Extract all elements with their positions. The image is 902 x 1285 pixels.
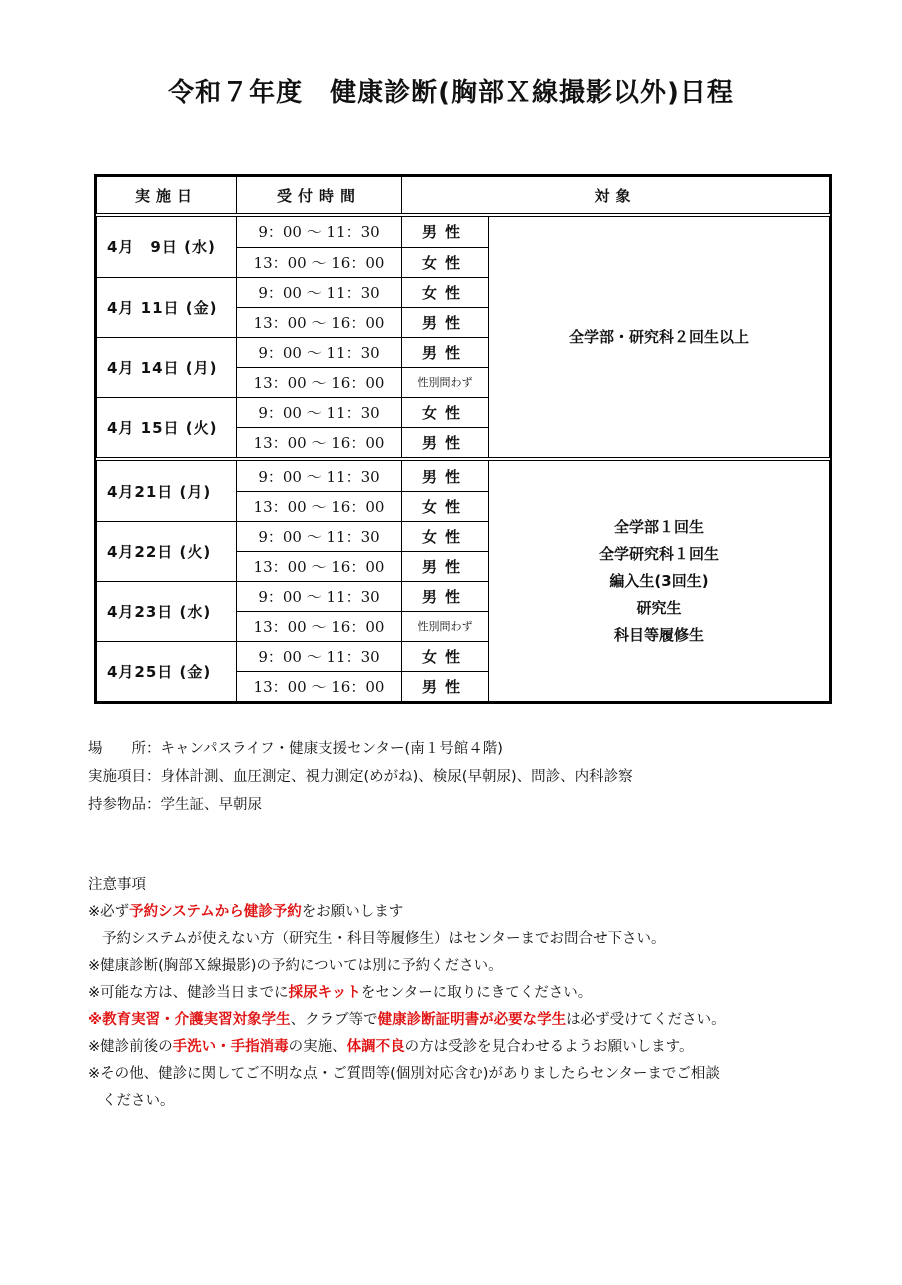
- info-block: [88, 735, 633, 819]
- info-items-value: 身体計測、血圧測定、視力測定(めがね)、検尿(早朝尿)、問診、内科診察: [160, 769, 633, 785]
- note-highlight: ※教育実習・介護実習対象学生: [88, 1012, 291, 1028]
- date-cell: 4月22日 (火): [97, 521, 237, 581]
- note-line: [88, 899, 848, 926]
- note-highlight: 採尿キット: [288, 985, 361, 1001]
- note-highlight: 予約システムから健診予約: [129, 904, 302, 920]
- info-items: [88, 763, 633, 791]
- info-location-label: 場 所：: [88, 741, 161, 757]
- time-cell: 9：00 ～ 11：30: [237, 641, 402, 671]
- time-cell: 13：00 ～ 16：00: [237, 551, 402, 581]
- note-highlight: 手洗い・手指消毒: [172, 1039, 289, 1055]
- gender-cell: 男性: [402, 215, 489, 247]
- time-cell: 13：00 ～ 16：00: [237, 671, 402, 701]
- gender-cell: 男性: [402, 337, 489, 367]
- gender-cell: 女性: [402, 491, 489, 521]
- time-cell: 9：00 ～ 11：30: [237, 397, 402, 427]
- target-cell: [489, 459, 830, 701]
- target-line: 科目等履修生: [613, 625, 704, 644]
- note-highlight: 体調不良: [346, 1039, 405, 1055]
- gender-cell: 男性: [402, 459, 489, 491]
- note-line: [88, 1061, 848, 1088]
- gender-cell: 男性: [402, 307, 489, 337]
- target-line: 全学部１回生: [613, 517, 704, 536]
- note-text: ※健康診断(胸部Ｘ線撮影)の予約については別に予約ください。: [88, 958, 503, 974]
- target-line: 研究生: [636, 598, 682, 617]
- note-line: [88, 1088, 848, 1115]
- info-location: [88, 735, 633, 763]
- note-line: [88, 1007, 848, 1034]
- note-line: [88, 1034, 848, 1061]
- time-cell: 13：00 ～ 16：00: [237, 491, 402, 521]
- note-text: ※必ず: [88, 904, 130, 920]
- note-line: [88, 953, 848, 980]
- time-cell: 13：00 ～ 16：00: [237, 367, 402, 397]
- target-line: 全学部・研究科２回生以上: [568, 327, 749, 346]
- time-cell: 9：00 ～ 11：30: [237, 337, 402, 367]
- info-bring-label: 持参物品：: [88, 797, 161, 813]
- note-text: 予約システムが使えない方（研究生・科目等履修生）はセンターまでお問合せ下さい。: [102, 931, 666, 947]
- header-time: 受付時間: [237, 177, 402, 216]
- date-cell: 4月 11日 (金): [97, 277, 237, 337]
- header-target: 対象: [402, 177, 830, 216]
- note-text: をセンターに取りにきてください。: [360, 985, 593, 1001]
- notes-list: [88, 899, 848, 1115]
- time-cell: 9：00 ～ 11：30: [237, 581, 402, 611]
- gender-cell: 女性: [402, 641, 489, 671]
- schedule-table-frame: [94, 174, 832, 704]
- note-line: [88, 980, 848, 1007]
- note-text: ください。: [102, 1093, 175, 1109]
- date-cell: 4月25日 (金): [97, 641, 237, 701]
- time-cell: 13：00 ～ 16：00: [237, 247, 402, 277]
- gender-cell: 男性: [402, 581, 489, 611]
- date-cell: 4月 9日 (水): [97, 215, 237, 277]
- time-cell: 13：00 ～ 16：00: [237, 307, 402, 337]
- info-bring: [88, 791, 633, 819]
- note-text: ※その他、健診に関してご不明な点・ご質問等(個別対応含む)がありましたらセンターまでご相談: [88, 1066, 720, 1082]
- table-row: [97, 215, 830, 247]
- note-text: は必ず受けてください。: [566, 1012, 726, 1028]
- date-cell: 4月 14日 (月): [97, 337, 237, 397]
- note-text: をお願いします: [301, 904, 404, 920]
- info-bring-value: 学生証、早朝尿: [160, 797, 262, 813]
- notes-block: [88, 872, 848, 1115]
- gender-cell: 性別問わず: [402, 367, 489, 397]
- time-cell: 9：00 ～ 11：30: [237, 459, 402, 491]
- gender-cell: 男性: [402, 671, 489, 701]
- schedule-table: [96, 176, 830, 702]
- gender-cell: 女性: [402, 521, 489, 551]
- time-cell: 9：00 ～ 11：30: [237, 277, 402, 307]
- gender-cell: 男性: [402, 427, 489, 459]
- table-row: [97, 459, 830, 491]
- target-line: 全学研究科１回生: [598, 544, 719, 563]
- time-cell: 9：00 ～ 11：30: [237, 215, 402, 247]
- date-cell: 4月21日 (月): [97, 459, 237, 521]
- gender-cell: 女性: [402, 277, 489, 307]
- header-date: 実施日: [97, 177, 237, 216]
- gender-cell: 性別問わず: [402, 611, 489, 641]
- gender-cell: 女性: [402, 397, 489, 427]
- note-highlight: 健康診断証明書が必要な学生: [377, 1012, 567, 1028]
- time-cell: 13：00 ～ 16：00: [237, 611, 402, 641]
- notes-heading: 注意事項: [88, 877, 146, 893]
- page-title: 令和７年度 健康診断(胸部Ｘ線撮影以外)日程: [168, 78, 734, 108]
- note-text: の方は受診を見合わせるようお願いします。: [404, 1039, 694, 1055]
- gender-cell: 男性: [402, 551, 489, 581]
- time-cell: 9：00 ～ 11：30: [237, 521, 402, 551]
- time-cell: 13：00 ～ 16：00: [237, 427, 402, 459]
- note-line: [88, 926, 848, 953]
- gender-cell: 女性: [402, 247, 489, 277]
- info-location-value: キャンパスライフ・健康支援センター(南１号館４階): [160, 741, 503, 757]
- date-cell: 4月 15日 (火): [97, 397, 237, 459]
- target-line: 編入生(3回生): [609, 571, 709, 590]
- note-text: ※可能な方は、健診当日までに: [88, 985, 289, 1001]
- date-cell: 4月23日 (水): [97, 581, 237, 641]
- target-cell: [489, 215, 830, 459]
- note-text: の実施、: [288, 1039, 347, 1055]
- note-text: ※健診前後の: [88, 1039, 173, 1055]
- note-text: 、クラブ等で: [290, 1012, 378, 1028]
- info-items-label: 実施項目：: [88, 769, 161, 785]
